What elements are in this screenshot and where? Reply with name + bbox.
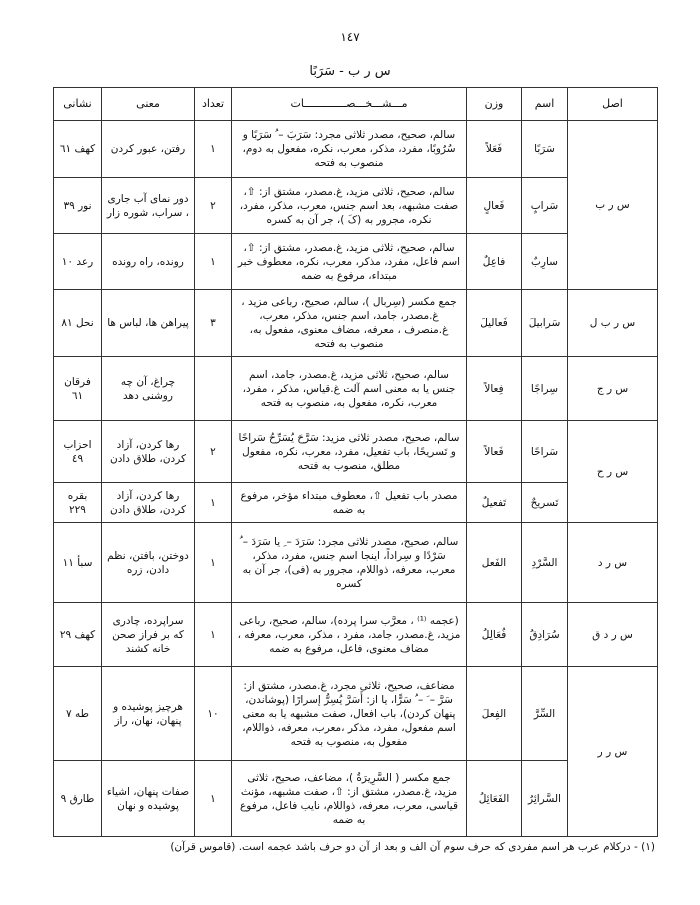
description-cell: سالم، صحیح، ثلاثی مزید، غ.مصدر، جامد، اسم جنس یا به معنی اسم آلت غ.قیاس، مذکر ، مفرد، معرب، نکره، مفعول به، منصوب به فتحه <box>232 357 467 421</box>
reference-cell: طارق ٩ <box>54 761 102 837</box>
noun-cell: السَّرائِرُ <box>522 761 568 837</box>
header-asl: اصل <box>568 88 658 121</box>
count-cell: ٣ <box>195 290 232 357</box>
table-row <box>54 603 658 667</box>
meaning-cell: صفات پنهان، اشیاء پوشیده و نهان <box>102 761 195 837</box>
reference-cell: کهف ٢٩ <box>54 603 102 667</box>
description-cell: سالم، صحیح، مصدر ثلاثی مزید: سَرَّحَ یُسَرِّحُ سَراحًا و تَسریحًا، باب تفعیل، مفرد، معرب، نکره، مفعول مطلق، منصوب به فتحه <box>232 421 467 483</box>
header-reference: نشانی <box>54 88 102 121</box>
description-cell: مصدر باب تفعیل ⇧، معطوف مبتداء مؤخر، مرفوع به ضمه <box>232 483 467 523</box>
table-row <box>54 234 658 290</box>
description-cell: (عجمه ⁽¹⁾ ، معرَّب سرا پرده)، سالم، صحیح، رباعی مزید، غ.مصدر، جامد، مفرد ، مذکر، معرب، معرفه ، مضاف معنوی، فاعل، مرفوع به ضمه <box>232 603 467 667</box>
table-row <box>54 421 658 483</box>
header-description: مـــشـــخـــصـــــــــــــات <box>232 88 467 121</box>
description-cell: سالم، صحیح، ثلاثی مزید، غ.مصدر، مشتق از: ⇧، اسم فاعل، مفرد، مذکر، معرب، نکره، معطوف خبر مبتداء، مرفوع به ضمه <box>232 234 467 290</box>
table-row <box>54 290 658 357</box>
page-number: ١٤٧ <box>340 30 360 44</box>
description-cell: مضاعف، صحیح، ثلاثی مجرد، غ.مصدر، مشتق از: سَرَّ – َ – ُ سَرًّا، یا از: أَسَرَّ یُسِرُّ إسرارًا (پوشاندن، پنهان کردن)، باب افعال، صفت مشبهه یا به معنی اسم مفعول، مفرد، مذکر ،معرب، معرفه، ذواللام، مفعول به، منصوب به فتحه <box>232 667 467 761</box>
reference-cell: نور ٣٩ <box>54 178 102 234</box>
count-cell: ١ <box>195 234 232 290</box>
meaning-cell: دور نمای آب جاری ، سراب، شوره زار <box>102 178 195 234</box>
reference-cell: رعد ١٠ <box>54 234 102 290</box>
meaning-cell: هرچیز پوشیده و پنهان، نهان، راز <box>102 667 195 761</box>
pattern-cell: فَعالاً <box>467 421 522 483</box>
pattern-cell: فَعَلاً <box>467 121 522 178</box>
table-row <box>54 667 658 761</box>
table-row <box>54 761 658 837</box>
word-analysis-table <box>53 87 658 837</box>
pattern-cell: الفَعَائِلُ <box>467 761 522 837</box>
description-cell: جمع مکسر ( السَّرِیرَةُ )، مضاعف، صحیح، ثلاثی مزید، غ.مصدر، مشتق از: ⇧، صفت مشبهه، مؤنث قیاسی، معرب، معرفه، ذواللام، نایب فاعل، مرفوع به ضمه <box>232 761 467 837</box>
noun-cell: سَراحًا <box>522 421 568 483</box>
pattern-cell: فِعالاً <box>467 357 522 421</box>
meaning-cell: رها کردن، آزاد کردن، طلاق دادن <box>102 421 195 483</box>
root-cell: س ر د <box>568 523 658 603</box>
noun-cell: سَرابٍ <box>522 178 568 234</box>
root-cell: س ر ب <box>568 121 658 290</box>
noun-cell: تَسريحٌ <box>522 483 568 523</box>
pattern-cell: تَفعيلٌ <box>467 483 522 523</box>
description-cell: سالم، صحیح، مصدر ثلاثی مجرد: سَرَدَ – ِ یا سَرَدَ – ُ سَرْدًا و سِراداً، اینجا اسم جنس، مفرد، مذکر، معرب، معرفه، ذواللام، مجرور به (فی)، جر آن به کسره <box>232 523 467 603</box>
root-cell: س ر ج <box>568 357 658 421</box>
root-cell: س ر ب ل <box>568 290 658 357</box>
count-cell: ٢ <box>195 421 232 483</box>
footnote: (١) - درکلام عرب هر اسم مفردی که حرف سوم آن الف و بعد از آن دو حرف باشد عجمه است. (قاموس قرآن) <box>170 841 655 853</box>
noun-cell: السَّرْدِ <box>522 523 568 603</box>
table-row <box>54 121 658 178</box>
count-cell: ١ <box>195 603 232 667</box>
reference-cell: نحل ٨١ <box>54 290 102 357</box>
reference-cell: سبأ ١١ <box>54 523 102 603</box>
count-cell: ١ <box>195 483 232 523</box>
pattern-cell: فُعَالِلُ <box>467 603 522 667</box>
pattern-cell: فاعِلٌ <box>467 234 522 290</box>
meaning-cell: چراغ، آن چه روشنی دهد <box>102 357 195 421</box>
description-cell: سالم، صحیح، مصدر ثلاثی مجرد: سَرَبَ – ُ سَرَبًا و سُرُوبًا، مفرد، مذکر، معرب، نکره، مفعول به دوم، منصوب به فتحه <box>232 121 467 178</box>
meaning-cell: سراپرده، چادری که بر فراز صحن خانه کشند <box>102 603 195 667</box>
noun-cell: سِراجًا <box>522 357 568 421</box>
meaning-cell: رفتن، عبور کردن <box>102 121 195 178</box>
count-cell: ١ <box>195 523 232 603</box>
noun-cell: سَرَبًا <box>522 121 568 178</box>
table-row <box>54 483 658 523</box>
reference-cell: طه ٧ <box>54 667 102 761</box>
count-cell: ١٠ <box>195 667 232 761</box>
meaning-cell: دوختن، بافتن، نظم دادن، زره <box>102 523 195 603</box>
header-count: تعداد <box>195 88 232 121</box>
pattern-cell: الفِعلَ <box>467 667 522 761</box>
count-cell: ١ <box>195 121 232 178</box>
meaning-cell: رها کردن، آزاد کردن، طلاق دادن <box>102 483 195 523</box>
noun-cell: سارِبٌ <box>522 234 568 290</box>
meaning-cell: پیراهن ها، لباس ها <box>102 290 195 357</box>
page-title: س ر ب - سَرَبًا <box>309 64 391 79</box>
header-wazn: وزن <box>467 88 522 121</box>
noun-cell: سُرَادِقُ <box>522 603 568 667</box>
meaning-cell: رونده، راه رونده <box>102 234 195 290</box>
root-cell: س ر د ق <box>568 603 658 667</box>
pattern-cell: فَعاليلَ <box>467 290 522 357</box>
count-cell: ٢ <box>195 178 232 234</box>
pattern-cell: الفَعل <box>467 523 522 603</box>
reference-cell: فرقان ٦١ <box>54 357 102 421</box>
description-cell: سالم، صحیح، ثلاثی مزید، غ.مصدر، مشتق از: ⇧، صفت مشبهه، بعد اسم جنس، معرب، مذکر، مفرد، نکره، مجرور به (کَ )، جر آن به کسره <box>232 178 467 234</box>
header-ism: اسم <box>522 88 568 121</box>
reference-cell: احزاب ٤٩ <box>54 421 102 483</box>
reference-cell: کهف ٦١ <box>54 121 102 178</box>
table-row <box>54 523 658 603</box>
reference-cell: بقره ٢٢٩ <box>54 483 102 523</box>
header-row <box>54 88 658 121</box>
count-cell: ١ <box>195 761 232 837</box>
root-cell: س ر ر <box>568 667 658 837</box>
noun-cell: السِّرَّ <box>522 667 568 761</box>
root-cell: س ر ح <box>568 421 658 523</box>
header-meaning: معنی <box>102 88 195 121</box>
table-row <box>54 178 658 234</box>
description-cell: جمع مکسر (سِربال )، سالم، صحیح، رباعی مزید ، غ.مصدر، جامد، اسم جنس، مذکر، معرب، غ.منصرف ، معرفه، مضاف معنوی، مفعول به، منصوب به فتحه <box>232 290 467 357</box>
count-cell <box>195 357 232 421</box>
pattern-cell: فَعالٍ <box>467 178 522 234</box>
noun-cell: سَرابيلَ <box>522 290 568 357</box>
table-row <box>54 357 658 421</box>
